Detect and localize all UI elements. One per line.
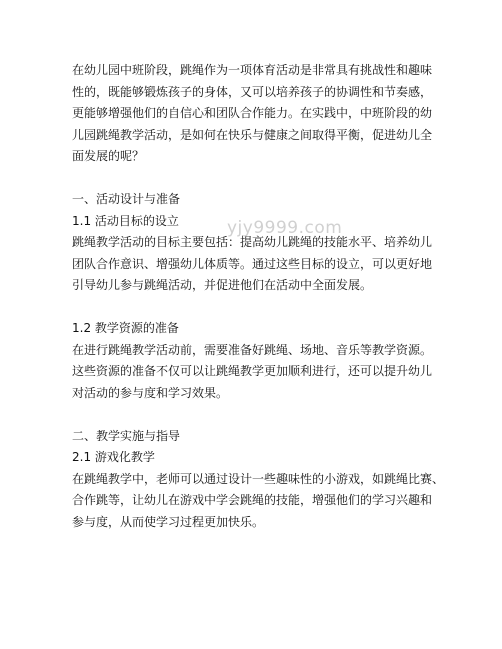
text-line: 合作跳等，让幼儿在游戏中学会跳绳的技能，增强他们的学习兴趣和: [72, 493, 433, 507]
subsection-heading-1-2: 1.2 教学资源的准备: [72, 321, 179, 335]
watermark: yjy9999.com: [227, 218, 343, 238]
paragraph-1-2: [72, 340, 444, 405]
text-line: 更能够增强他们的自信心和团队合作能力。在实践中，中班阶段的幼: [72, 106, 433, 120]
section-heading-1: 一、活动设计与准备: [72, 192, 181, 206]
subsection-heading-2-1: 2.1 游戏化教学: [72, 450, 155, 464]
text-line: 在幼儿园中班阶段，跳绳作为一项体育活动是非常具有挑战性和趣味: [72, 63, 433, 77]
section-heading-2: 二、教学实施与指导: [72, 428, 181, 443]
intro-paragraph: [72, 60, 444, 168]
text-line: 儿园跳绳教学活动，是如何在快乐与健康之间取得平衡，促进幼儿全: [72, 127, 433, 142]
subsection-heading-1-1: 1.1 活动目标的设立: [72, 213, 179, 228]
text-line: 在跳绳教学中，老师可以通过设计一些趣味性的小游戏，如跳绳比赛、: [72, 471, 445, 486]
paragraph-2-1: [72, 469, 444, 534]
text-line: 性的，既能够锻炼孩子的身体，又可以培养孩子的协调性和节奏感，: [72, 84, 433, 99]
text-line: 在进行跳绳教学活动前，需要准备好跳绳、场地、音乐等教学资源。: [72, 342, 433, 357]
text-line: 对活动的参与度和学习效果。: [72, 385, 229, 400]
text-line: 跳绳教学活动的目标主要包括：提高幼儿跳绳的技能水平、培养幼儿: [72, 235, 433, 249]
text-line: 这些资源的准备不仅可以让跳绳教学更加顺利进行，还可以提升幼儿: [72, 364, 433, 378]
text-line: 引导幼儿参与跳绳活动，并促进他们在活动中全面发展。: [72, 278, 373, 292]
text-line: 面发展的呢？: [72, 149, 145, 163]
paragraph-1-1: [72, 232, 444, 297]
text-line: 参与度，从而使学习过程更加快乐。: [72, 514, 265, 529]
text-line: 团队合作意识、增强幼儿体质等。通过这些目标的设立，可以更好地: [72, 256, 433, 271]
document-body: [72, 60, 444, 533]
